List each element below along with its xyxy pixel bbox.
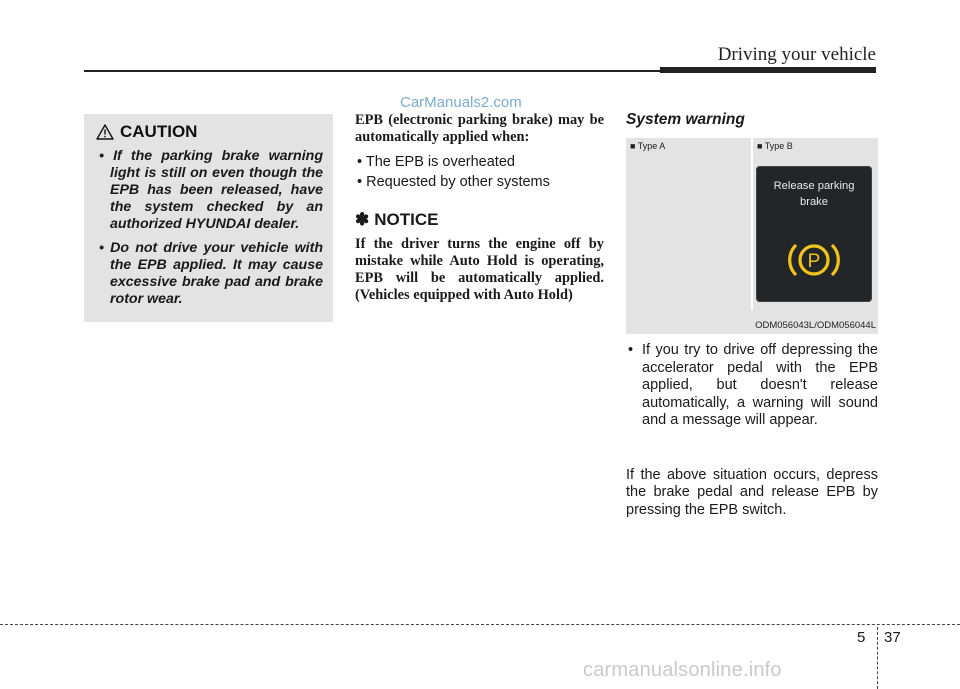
epb-intro: EPB (electronic parking brake) may be automatically applied when: (355, 112, 604, 145)
cluster-message: Release parking brake (773, 180, 855, 208)
list-item: • The EPB is overheated (357, 154, 515, 170)
cluster-display (756, 166, 872, 302)
caution-item: • If the parking brake warning light is still on even though the EPB has been released, have the system checked by an authorized HYUNDAI dealer. (99, 148, 323, 232)
middle-column (355, 112, 604, 304)
header-rule-thin (84, 70, 660, 72)
caution-box (84, 114, 333, 322)
watermark-top[interactable]: CarManuals2.com (400, 94, 522, 111)
list-item: • Requested by other systems (357, 174, 550, 190)
type-a-label: ■ Type A (630, 141, 666, 151)
notice-body: If the driver turns the engine off by mistake while Auto Hold is operating, EPB will be automatically applied. (Vehicles equipped with Auto Hold) (355, 236, 604, 303)
caution-item: • Do not drive your vehicle with the EPB applied. It may cause excessive brake pad and brake rotor wear. (99, 240, 323, 307)
drive-off-bullet: • If you try to drive off depressing the accelerator pedal with the EPB applied, but doesn't release automatically, a warning will sound and a message will appear. (628, 342, 878, 428)
page-number: 37 (884, 629, 901, 646)
figure-divider (751, 138, 753, 310)
release-instructions: If the above situation occurs, depress the brake pedal and release EPB by pressing the EPB switch. (626, 466, 878, 518)
system-warning-title: System warning (626, 111, 745, 128)
right-column (626, 108, 878, 518)
epb-conditions-list (355, 152, 604, 192)
notice-title: NOTICE (374, 210, 439, 229)
parking-brake-letter: P (807, 251, 821, 272)
section-title: Driving your vehicle (717, 44, 876, 65)
caution-title: CAUTION (120, 122, 198, 141)
figure-code: ODM056043L/ODM056044L (755, 320, 876, 331)
warning-triangle-icon (96, 124, 114, 140)
section-number: 5 (857, 629, 866, 646)
page-vertical-separator (877, 627, 878, 689)
caution-list (94, 148, 323, 308)
notice-heading (355, 210, 604, 230)
parking-brake-icon (787, 238, 841, 282)
notice-star-icon: ✽ (355, 210, 370, 229)
type-b-label: ■ Type B (757, 141, 793, 151)
header-rule-thick (660, 67, 876, 73)
footer-dashed-rule (0, 624, 960, 625)
warning-figure (626, 138, 878, 334)
caution-header (96, 122, 323, 142)
watermark-bottom[interactable]: carmanualsonline.info (583, 659, 782, 681)
